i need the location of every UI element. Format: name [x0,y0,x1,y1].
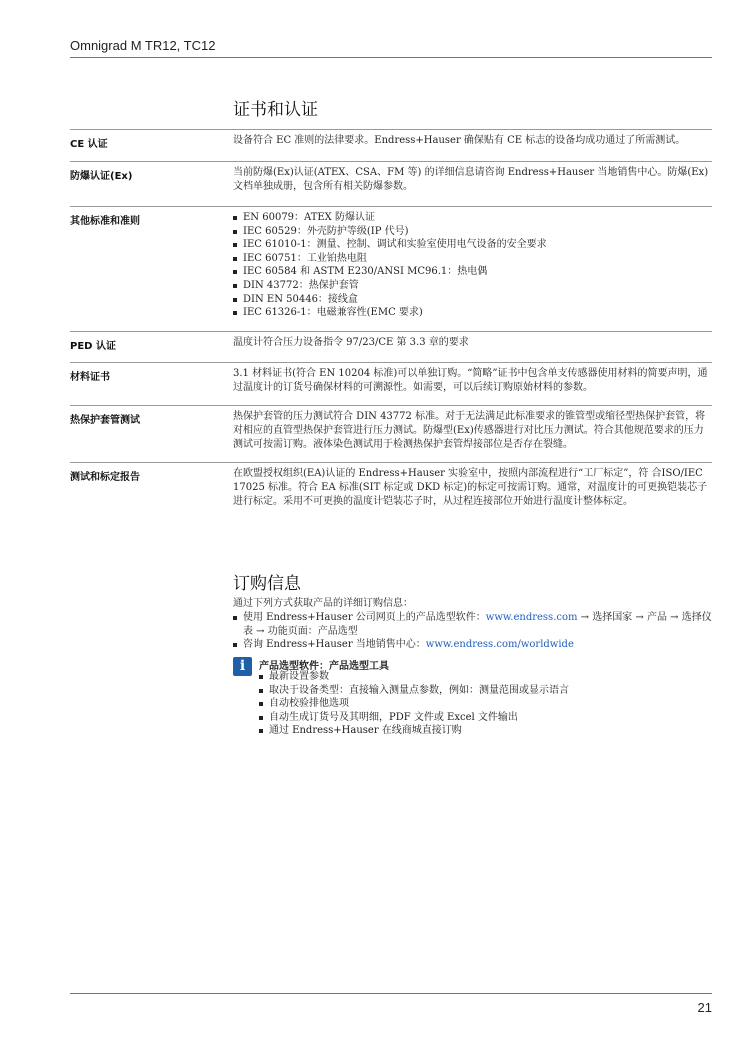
row-divider [70,362,712,363]
row-divider [70,161,712,162]
header-divider [70,57,712,58]
cert-row-ex [70,161,712,205]
cert-row-calibration [70,462,712,528]
list-item: DIN EN 50446：接线盒 [233,293,713,307]
row-divider [70,129,712,130]
row-label: 热保护套管测试 [70,415,140,426]
row-label: 材料证书 [70,372,110,383]
list-item: EN 60079：ATEX 防爆认证 [233,211,713,225]
web-prefix: 使用 Endress+Hauser 公司网页上的产品选型软件： [243,612,486,623]
list-item: 取决于设备类型：直接输入测量点参数，例如：测量范围或显示语言 [259,684,713,698]
worldwide-sales-link[interactable]: www.endress.com/worldwide [425,639,574,651]
list-item: IEC 60529：外壳防护等级(IP 代号) [233,225,713,239]
ordering-intro: 通过下列方式获取产品的详细订购信息： [233,598,413,609]
certificates-section-title: 证书和认证 [233,100,318,120]
row-text: 温度计符合压力设备指令 97/23/CE 第 3.3 章的要求 [233,337,469,348]
standards-list-container [233,211,713,320]
standards-list [233,211,713,320]
row-text: 设备符合 EC 准则的法律要求。Endress+Hauser 确保贴有 CE 标志的设备均成功通过了所需测试。 [233,135,686,146]
list-item: 自动生成订货号及其明细，PDF 文件或 Excel 文件输出 [259,711,713,725]
tip-list [259,670,713,738]
info-icon: i [233,657,252,676]
row-text: 3.1 材料证书(符合 EN 10204 标准)可以单独订购。“简略”证书中包含单支传感器使用材料的简要声明，通过温度计的订货号确保材料的可溯源性。如需要，可以后续订购原始材料的参数。 [233,368,708,393]
list-item: IEC 61326-1：电磁兼容性(EMC 要求) [233,306,713,320]
row-label: CE 认证 [70,139,108,150]
list-item: 最新设置参数 [259,670,713,684]
row-label: 其他标准和准则 [70,216,140,227]
cert-row-ce [70,129,712,159]
ordering-info [233,597,713,652]
row-text: 当前防爆(Ex)认证(ATEX、CSA、FM 等) 的详细信息请咨询 Endress+Hauser 当地销售中心。防爆(Ex)文档单独成册，包含所有相关防爆参数。 [233,167,709,192]
sales-prefix: 咨询 Endress+Hauser 当地销售中心： [243,639,426,651]
ordering-methods-list [233,611,713,652]
list-item: 自动校验排他选项 [259,697,713,711]
row-text: 热保护套管的压力测试符合 DIN 43772 标准。对于无法满足此标准要求的锥管型或缩径型热保护套管，将对相应的直管型热保护套管进行压力测试。防爆型(Ex)传感器进行对比压力测试。符合其他规范要求的压力测试可按需订购。液体染色测试用于检测热保护套管焊接部位是否存在裂缝。 [233,411,706,450]
cert-row-ped [70,331,712,361]
list-item: IEC 60751：工业铂热电阻 [233,252,713,266]
row-divider [70,331,712,332]
row-text: 在欧盟授权组织(EA)认证的 Endress+Hauser 实验室中，按照内部流程进行“工厂标定”，符 合ISO/IEC 17025 标准。符合 EA 标准(SIT 标定或 DKD 标定)的标定可按需订购。通常，对温度计的可更换铠装芯子进行标定。采用不可更换的温度计铠装芯子时，从过程连接部位开始进行温度计整体标定。 [233,468,708,507]
list-item [233,638,713,652]
page-number: 21 [697,1000,712,1015]
row-divider [70,462,712,463]
web-suffix: → 选择国家 → 产品 → 选择仪表 → 功能页面：产品选型 [243,612,712,637]
list-item: 通过 Endress+Hauser 在线商城直接订购 [259,724,713,738]
row-label: 测试和标定报告 [70,472,140,483]
cert-row-standards [70,206,712,328]
list-item: DIN 43772：热保护套管 [233,279,713,293]
row-divider [70,206,712,207]
row-divider [70,405,712,406]
document-header-title: Omnigrad M TR12, TC12 [70,38,216,53]
footer-divider [70,993,712,994]
ordering-section-title: 订购信息 [233,574,301,594]
cert-row-material [70,362,712,406]
cert-row-thermowell-test [70,405,712,463]
list-item: IEC 61010-1：测量、控制、调试和实验室使用电气设备的安全要求 [233,238,713,252]
row-label: PED 认证 [70,341,116,352]
list-item [233,611,713,638]
endress-website-link[interactable]: www.endress.com [485,612,578,623]
tip-title: 产品选型软件：产品选型工具 [259,661,389,672]
row-label: 防爆认证(Ex) [70,171,133,182]
list-item: IEC 60584 和 ASTM E230/ANSI MC96.1：热电偶 [233,265,713,279]
